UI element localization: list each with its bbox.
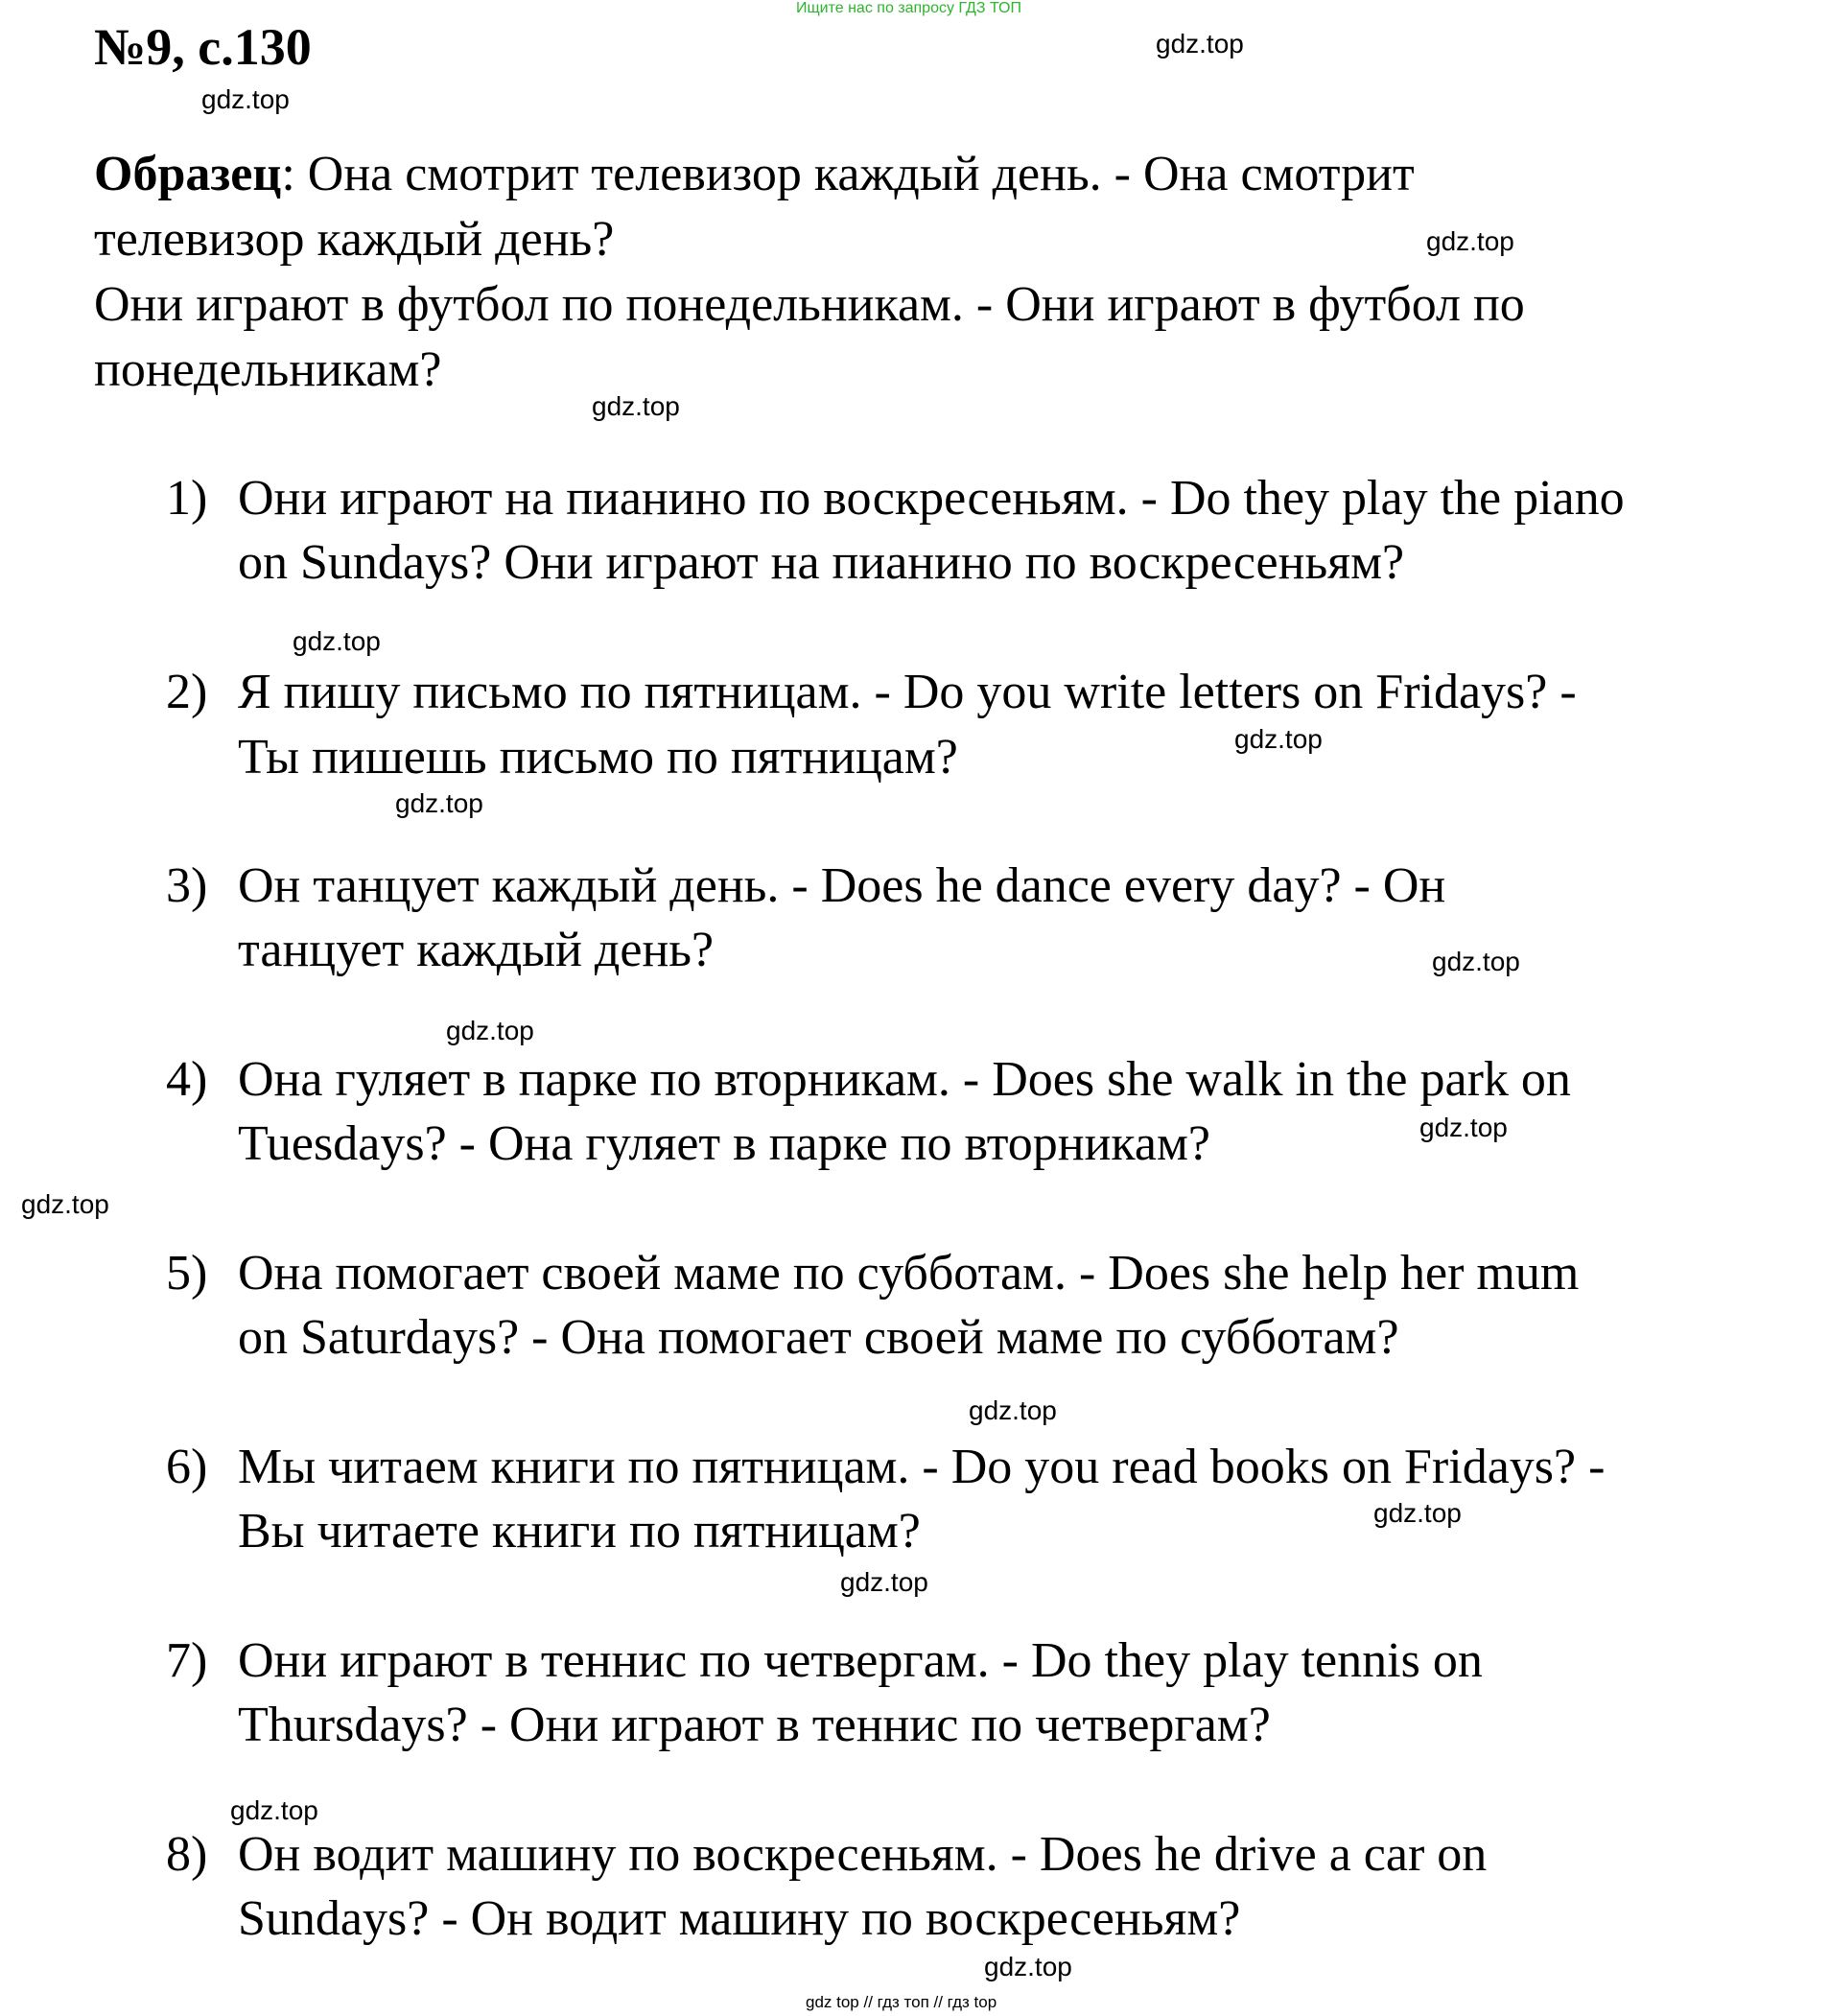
item-line: Ты пишешь письмо по пятницам? [238, 730, 958, 785]
item-line: on Saturdays? - Она помогает своей маме по субботам? [238, 1310, 1399, 1365]
page-title: №9, с.130 [94, 18, 312, 76]
item-line: Он водит машину по воскресеньям. - Does he drive a car on [238, 1827, 1488, 1882]
item-number: 7) [166, 1633, 208, 1688]
footer-note: gdz top // гдз топ // гдз top [806, 1993, 997, 2011]
item-number: 3) [166, 858, 208, 913]
item-line: Вы читаете книги по пятницам? [238, 1504, 921, 1559]
example-label: Образец [94, 147, 282, 201]
watermark: gdz.top [230, 1795, 318, 1825]
watermark: gdz.top [1426, 226, 1514, 256]
top-banner: Ищите нас по запросу ГДЗ ТОП [796, 0, 1021, 16]
example-line: Образец: Она смотрит телевизор каждый день. - Она смотрит [94, 147, 1415, 201]
watermark: gdz.top [840, 1567, 928, 1597]
item-line: Они играют на пианино по воскресеньям. - Do they play the piano [238, 471, 1625, 526]
watermark: gdz.top [1432, 947, 1520, 976]
watermark: gdz.top [293, 626, 381, 656]
watermark: gdz.top [201, 84, 290, 114]
item-line: Они играют в теннис по четвергам. - Do they play tennis on [238, 1633, 1483, 1688]
item-number: 4) [166, 1052, 208, 1107]
item-number: 2) [166, 665, 208, 719]
item-line: Sundays? - Он водит машину по воскресеньям? [238, 1891, 1241, 1946]
item-line: Мы читаем книги по пятницам. - Do you read books on Fridays? - [238, 1440, 1606, 1494]
example-line: Они играют в футбол по понедельникам. - Они играют в футбол по [94, 277, 1525, 332]
watermark: gdz.top [969, 1395, 1057, 1425]
item-line: Она гуляет в парке по вторникам. - Does she walk in the park on [238, 1052, 1571, 1107]
item-line: Tuesdays? - Она гуляет в парке по вторникам? [238, 1116, 1210, 1171]
item-number: 8) [166, 1827, 208, 1882]
item-line: Я пишу письмо по пятницам. - Do you write letters on Fridays? - [238, 665, 1577, 719]
watermark: gdz.top [1156, 29, 1244, 59]
item-number: 1) [166, 471, 208, 526]
example-line: понедельникам? [94, 342, 442, 397]
watermark: gdz.top [1373, 1498, 1462, 1528]
watermark: gdz.top [395, 788, 483, 818]
watermark: gdz.top [1234, 724, 1323, 754]
example-line: телевизор каждый день? [94, 212, 615, 267]
item-line: Thursdays? - Они играют в теннис по четвергам? [238, 1698, 1271, 1752]
watermark: gdz.top [592, 391, 680, 421]
item-line: Она помогает своей маме по субботам. - Does she help her mum [238, 1246, 1580, 1301]
item-line: on Sundays? Они играют на пианино по воскресеньям? [238, 535, 1405, 590]
item-line: танцует каждый день? [238, 923, 715, 977]
watermark: gdz.top [21, 1189, 109, 1219]
watermark: gdz.top [1419, 1113, 1508, 1142]
item-number: 5) [166, 1246, 208, 1301]
item-number: 6) [166, 1440, 208, 1494]
watermark: gdz.top [446, 1016, 534, 1045]
watermark: gdz.top [984, 1952, 1072, 1981]
item-line: Он танцует каждый день. - Does he dance every day? - Он [238, 858, 1446, 913]
